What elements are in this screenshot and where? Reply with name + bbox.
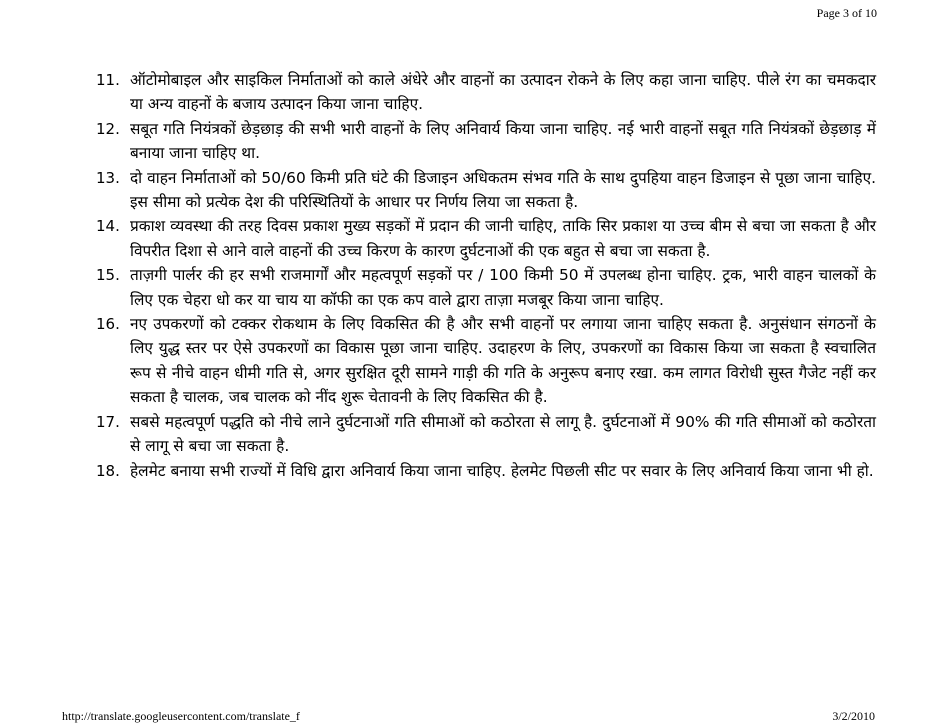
list-item — [96, 68, 876, 117]
item-number: 12. — [96, 119, 120, 138]
item-number: 15. — [96, 266, 120, 285]
item-number: 13. — [96, 168, 120, 187]
print-date: 3/2/2010 — [832, 709, 875, 723]
list-item — [96, 263, 876, 312]
item-number: 16. — [96, 315, 120, 334]
item-text: सबसे महत्वपूर्ण पद्धति को नीचे लाने दुर्घटनाओं गति सीमाओं को कठोरता से लागू है. दुर्घटनाओं में 90% की गति सीमाओं को कठोरता से लागू से बचा जा सकता है. — [130, 412, 876, 456]
list-item — [96, 459, 876, 483]
item-text: प्रकाश व्यवस्था की तरह दिवस प्रकाश मुख्य सड़कों में प्रदान की जानी चाहिए, ताकि सिर प्रकाश या उच्च बीम से बचा जा सकता है और विपरीत दिशा से आने वाले वाहनों की उच्च किरण के कारण दुर्घटनाओं की एक बहुत से बचा जा सकता है. — [130, 217, 876, 260]
source-url-link[interactable]: http://translate.googleusercontent.com/translate_f — [62, 709, 300, 723]
item-text: नए उपकरणों को टक्कर रोकथाम के लिए विकसित की है और सभी वाहनों पर लगाया जाना चाहिए सकता है. अनुसंधान संगठनों के लिए युद्ध स्तर पर ऐसे उपकरणों का विकास पूछा जाना चाहिए. उदाहरण के लिए, उपकरणों का विकास किया जा सकता है स्वचालित रूप से नीचे वाहन धीमी गति से, अगर सुरक्षित दूरी सामने गाड़ी की गति के अनुरूप बनाए रखा. कम लागत विरोधी सुस्त गैजेट नहीं कर सकता है चालक, जब चालक को नींद शुरू चेतावनी के लिए विकसित की है. — [130, 315, 876, 407]
item-text: ऑटोमोबाइल और साइकिल निर्माताओं को काले अंधेरे और वाहनों का उत्पादन रोकने के लिए कहा जाना चाहिए. पीले रंग का चमकदार या अन्य वाहनों के बजाय उत्पादन किया जाना चाहिए. — [130, 71, 876, 114]
item-text: दो वाहन निर्माताओं को 50/60 किमी प्रति घंटे की डिजाइन अधिकतम संभव गति के साथ दुपहिया वाहन डिजाइन से पूछा जाना चाहिए. इस सीमा को प्रत्येक देश की परिस्थितियों के आधार पर निर्णय लिया जा सकता है. — [130, 168, 876, 212]
list-item — [96, 410, 876, 459]
item-number: 14. — [96, 217, 120, 236]
list-item — [96, 166, 876, 215]
item-text: ताज़गी पार्लर की हर सभी राजमार्गों और महत्वपूर्ण सड़कों पर / 100 किमी 50 में उपलब्ध होना चाहिए. ट्रक, भारी वाहन चालकों के लिए एक चेहरा धो कर या चाय या कॉफी का एक कप वाले द्वारा ताज़ा मजबूर किया जाना चाहिए. — [130, 266, 876, 309]
numbered-list — [96, 68, 876, 483]
item-number: 18. — [96, 461, 120, 480]
item-number: 17. — [96, 412, 120, 431]
item-number: 11. — [96, 71, 120, 89]
item-text: हेलमेट बनाया सभी राज्यों में विधि द्वारा अनिवार्य किया जाना चाहिए. हेलमेट पिछली सीट पर सवार के लिए अनिवार्य किया जाना भी हो. — [130, 461, 874, 480]
page-number: Page 3 of 10 — [816, 6, 877, 20]
list-item — [96, 117, 876, 166]
list-item — [96, 214, 876, 263]
item-text: सबूत गति नियंत्रकों छेड़छाड़ की सभी भारी वाहनों के लिए अनिवार्य किया जाना चाहिए. नई भारी वाहनों सबूत गति नियंत्रकों छेड़छाड़ में बनाया जाना चाहिए था. — [130, 119, 876, 163]
list-item — [96, 312, 876, 410]
